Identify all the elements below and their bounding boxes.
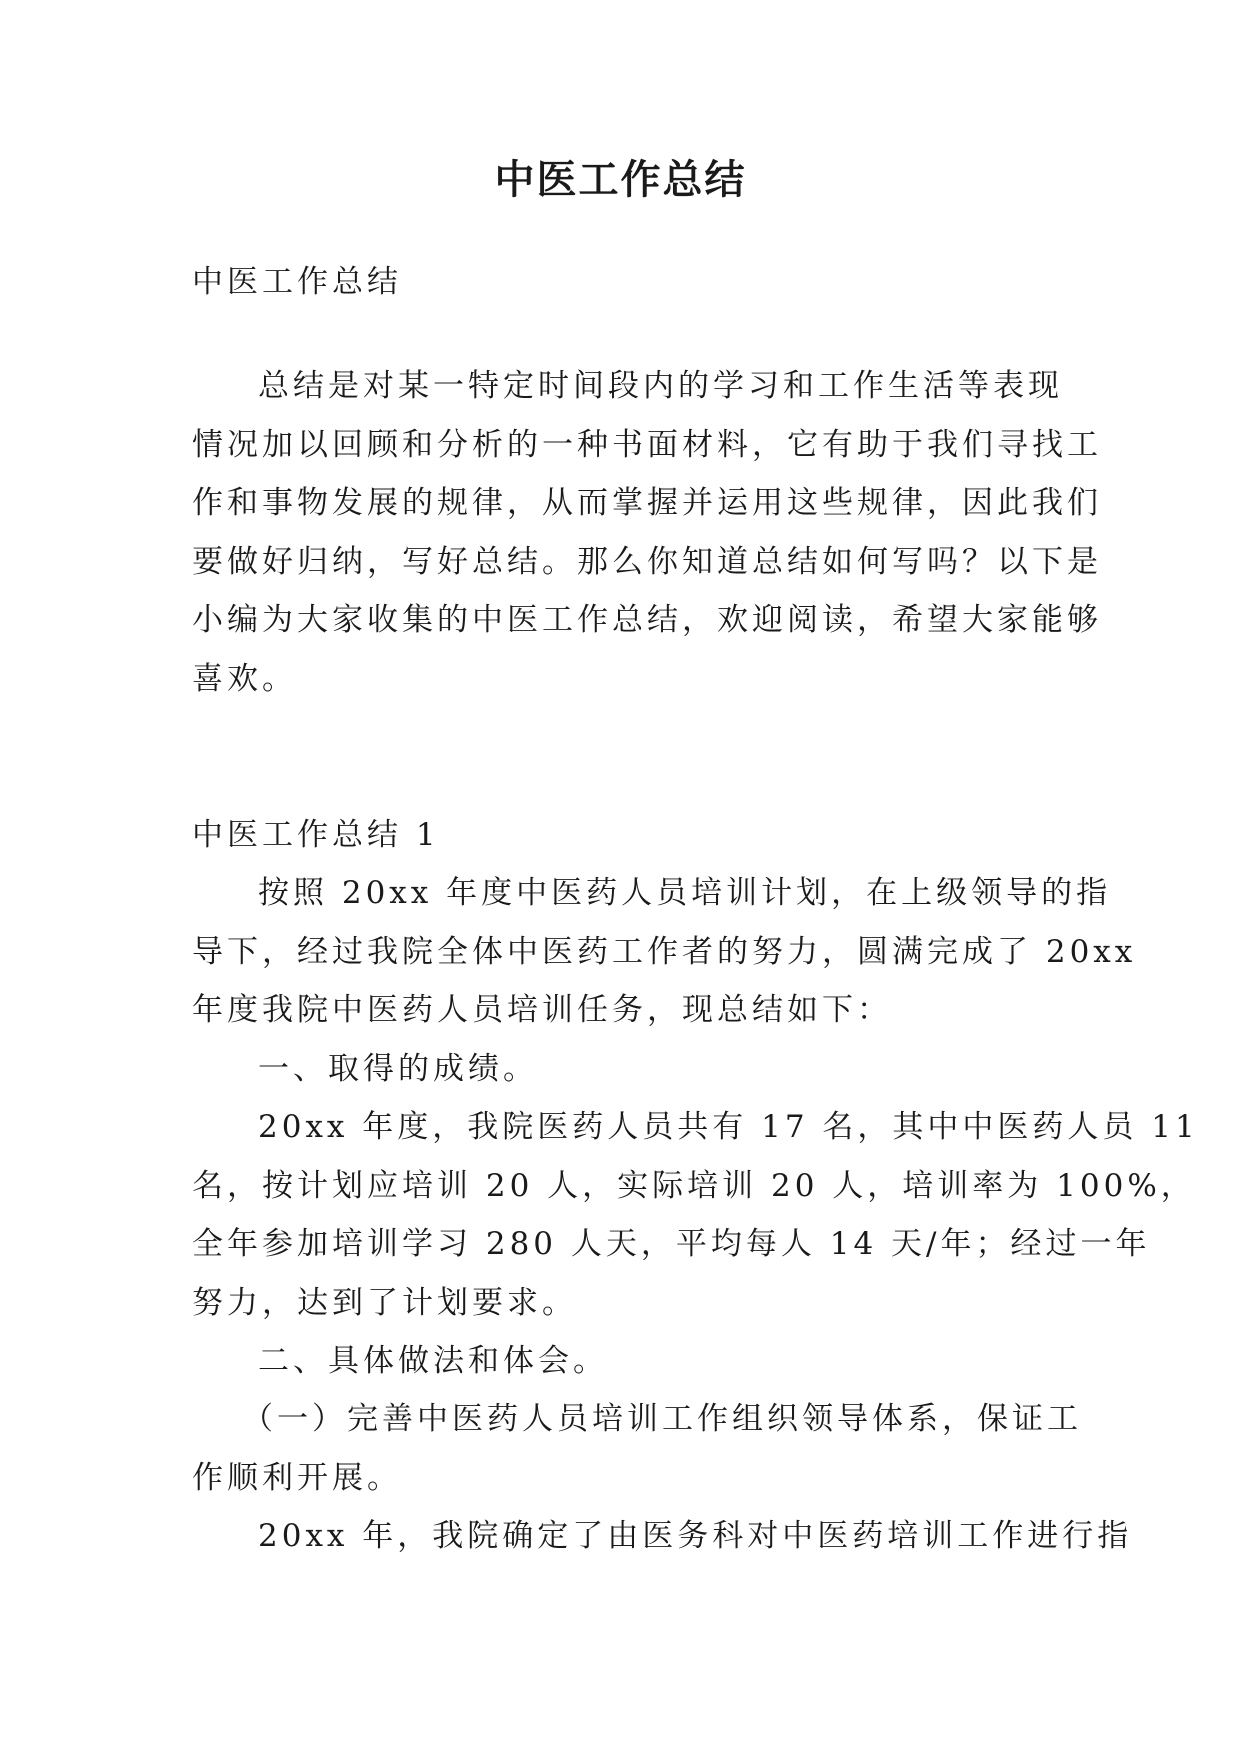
paragraph-line: 全年参加培训学习 280 人天，平均每人 14 天/年；经过一年 — [192, 1226, 1151, 1262]
section1-paragraph — [192, 864, 1137, 1040]
intro-line: 情况加以回顾和分析的一种书面材料，它有助于我们寻找工 — [192, 426, 1102, 463]
intro-line: 小编为大家收集的中医工作总结，欢迎阅读，希望大家能够 — [192, 602, 1102, 638]
paragraph-line: 20xx 年，我院确定了由医务科对中医药培训工作进行指 — [258, 1518, 1133, 1554]
paragraph-line: 导下，经过我院全体中医药工作者的努力，圆满完成了 20xx — [192, 933, 1137, 970]
paragraph-line: 20xx 年度，我院医药人员共有 17 名，其中中医药人员 11 — [258, 1109, 1199, 1145]
achievements-paragraph — [192, 1098, 1199, 1332]
intro-line: 总结是对某一特定时间段内的学习和工作生活等表现 — [258, 368, 1063, 404]
intro-paragraph — [192, 357, 1102, 708]
paragraph-line: 努力，达到了计划要求。 — [192, 1284, 577, 1321]
methods-heading: 二、具体做法和体会。 — [258, 1343, 608, 1379]
intro-line: 要做好归纳，写好总结。那么你知道总结如何写吗？以下是 — [192, 543, 1102, 580]
last-paragraph — [192, 1507, 1133, 1566]
intro-line: 喜欢。 — [192, 660, 297, 697]
paragraph-line: 名，按计划应培训 20 人，实际培训 20 人，培训率为 100%， — [192, 1167, 1196, 1204]
document-subtitle: 中医工作总结 — [192, 264, 402, 300]
document-title: 中医工作总结 — [494, 156, 747, 203]
paragraph-line: （一）完善中医药人员培训工作组织领导体系，保证工 — [242, 1401, 1082, 1437]
section-heading: 中医工作总结 1 — [192, 817, 440, 853]
paragraph-line: 年度我院中医药人员培训任务，现总结如下： — [192, 992, 892, 1028]
paragraph-line: 作顺利开展。 — [192, 1459, 402, 1496]
intro-line: 作和事物发展的规律，从而掌握并运用这些规律，因此我们 — [192, 485, 1102, 521]
paragraph-line: 按照 20xx 年度中医药人员培训计划，在上级领导的指 — [258, 875, 1112, 911]
achievements-heading: 一、取得的成绩。 — [258, 1051, 538, 1087]
subheading-paragraph — [192, 1390, 1082, 1507]
